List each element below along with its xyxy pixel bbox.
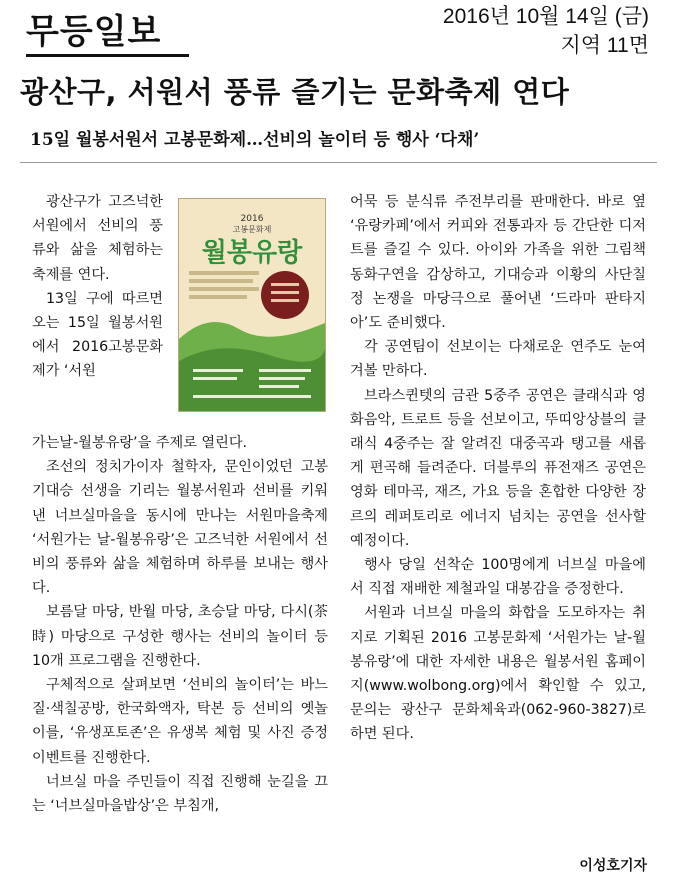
paragraph: 보름달 마당, 반월 마당, 초승달 마당, 다시(茶時) 마당으로 구성한 행사는 선비의 놀이터 등 10개 프로그램을 진행한다. xyxy=(32,604,328,669)
paragraph: 조선의 정치가이자 철학자, 문인이었던 고봉 기대승 선생을 기리는 월봉서원과 선비를 키워낸 너브실마을을 동시에 만나는 서원마을축제 ‘서원가는 날-월봉유랑’은 고즈넉한 서원에서 선비의 풍류와 삶을 체험하며 하루를 보내는 행사다. xyxy=(32,459,328,597)
festival-poster-image xyxy=(178,198,326,412)
section-page: 지역 11면 xyxy=(560,34,649,57)
poster-subtitle: 고봉문화제 xyxy=(232,225,272,234)
paragraph: 브라스퀸텟의 금관 5중주 공연은 클래식과 영화음악, 트로트 등을 선보이고, 뚜띠앙상블의 클래식 4중주는 잘 알려진 대중곡과 탱고를 새롭게 편곡해 들려준다. 더블루의 퓨전재즈 공연은 영화 테마곡, 재즈, 가요 등을 혼합한 다양한 장르의 레퍼토리로 에너지 넘치는 공연을 선사할 예정이다. xyxy=(350,387,646,549)
paragraph: 13일 구에 따르면 오는 15일 월봉서원에서 2016고봉문화제가 ‘서원 xyxy=(32,290,163,380)
logo-underline xyxy=(26,54,189,57)
headline: 광산구, 서원서 풍류 즐기는 문화축제 연다 xyxy=(20,75,570,109)
poster-artwork xyxy=(179,199,325,411)
masthead-logo: 무등일보 xyxy=(26,12,162,52)
subheadline: 15일 월봉서원서 고봉문화제…선비의 놀이터 등 행사 ‘다채’ xyxy=(30,130,480,150)
paragraph: 광산구가 고즈넉한 서원에서 선비의 풍류와 삶을 체험하는 축제를 연다. xyxy=(32,194,163,283)
paragraph: 각 공연팀이 선보이는 다채로운 연주도 눈여겨볼 만하다. xyxy=(350,339,646,380)
reporter-byline: 이성호기자 xyxy=(579,858,647,874)
paragraph: 구체적으로 살펴보면 ‘선비의 놀이터’는 바느질·색칠공방, 한국화액자, 탁본 등 선비의 옛놀이를, ‘유생포토존’은 유생복 체험 및 사진 증정 이벤트를 진행한다. xyxy=(32,677,328,766)
paragraph: 너브실 마을 주민들이 직접 진행해 눈길을 끄는 ‘너브실마을밥상’은 부침개, xyxy=(32,773,328,815)
body-column-2 xyxy=(350,190,646,747)
body-column-1-top xyxy=(32,190,163,384)
paragraph: 서원과 너브실 마을의 화합을 도모하자는 취지로 기획된 2016 고봉문화제 ‘서원가는 날-월봉유랑’에 대한 자세한 내용은 월봉서원 홈페이지(www.wolbong.org)에서 확인할 수 있고, 문의는 광산구 문화체육과(062-960-3827)로 하면 된다. xyxy=(350,605,646,743)
body-column-1-bottom xyxy=(32,431,328,818)
paragraph: 행사 당일 선착순 100명에게 너브실 마을에서 직접 재배한 제철과일 대봉감을 증정한다. xyxy=(350,557,646,598)
paragraph: 어묵 등 분식류 주전부리를 판매한다. 바로 옆 ‘유랑카페’에서 커피와 전통과자 등 간단한 디저트를 즐길 수 있다. 아이와 가족을 위한 그림책 동화구연을 감상하고, 기대승과 이황의 사단칠정 논쟁을 마당극으로 풀어낸 ‘드라마 판타지아’도 준비했다. xyxy=(350,194,646,332)
paragraph: 가는날-월봉유랑’을 주제로 열린다. xyxy=(32,435,248,451)
poster-year: 2016 xyxy=(240,214,264,224)
headline-divider xyxy=(20,162,657,163)
poster-title: 월봉유랑 xyxy=(201,238,303,268)
publication-date: 2016년 10월 14일 (금) xyxy=(442,5,649,28)
